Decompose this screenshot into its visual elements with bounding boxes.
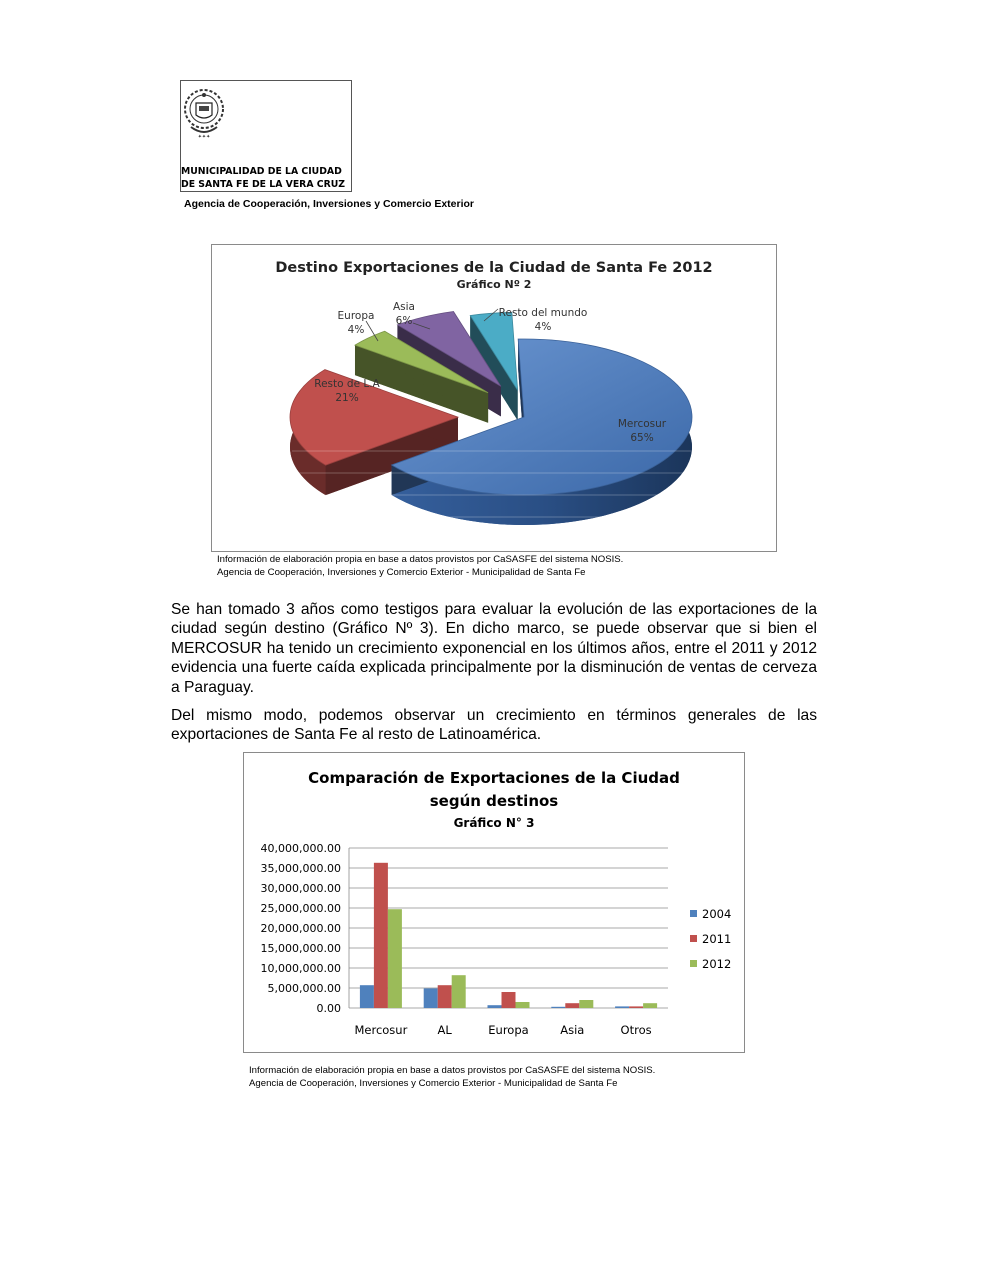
bar-x-label: Mercosur: [354, 1023, 408, 1037]
bar-2011-mercosur: [374, 863, 388, 1008]
bar-x-labels: [354, 1023, 651, 1037]
bar-chart-export-comparison: [243, 752, 745, 1053]
legend-swatch-2011: [690, 935, 697, 942]
bar-2004-otros: [615, 1006, 629, 1008]
pie-chart-subtitle: Gráfico Nº 2: [456, 278, 532, 291]
bar-x-label: Asia: [560, 1023, 585, 1037]
bar-y-tick-label: 15,000,000.00: [260, 942, 341, 955]
bar-y-tick-label: 0.00: [316, 1002, 341, 1015]
chart2-source-line1: Información de elaboración propia en base a datos provistos por CaSASFE del sistema NOSIS.: [249, 1065, 656, 1076]
pie-label-name: Resto de L.A: [314, 378, 380, 390]
pie-label-name: Resto del mundo: [498, 307, 588, 319]
bar-legend: [690, 907, 731, 971]
chart2-source-line2: Agencia de Cooperación, Inversiones y Comercio Exterior - Municipalidad de Santa Fe: [249, 1078, 618, 1089]
bar-y-tick-label: 10,000,000.00: [260, 962, 341, 975]
bar-bars: [360, 863, 657, 1008]
chart2-source-note: [249, 1064, 655, 1090]
bar-y-tick-label: 35,000,000.00: [260, 862, 341, 875]
bar-2011-europa: [502, 992, 516, 1008]
bar-x-label: Otros: [620, 1023, 652, 1037]
bar-2012-otros: [643, 1003, 657, 1008]
chart1-source-line2: Agencia de Cooperación, Inversiones y Comercio Exterior - Municipalidad de Santa Fe: [217, 567, 586, 578]
bar-x-label: AL: [437, 1023, 452, 1037]
agency-name: Agencia de Cooperación, Inversiones y Comercio Exterior: [184, 198, 475, 210]
chart1-source-note: [217, 553, 623, 579]
pie-label-name: Asia: [392, 301, 416, 313]
bar-2012-al: [452, 975, 466, 1008]
legend-label-2004: 2004: [702, 907, 732, 921]
bar-x-label: Europa: [488, 1023, 529, 1037]
svg-text:✦✦✦: ✦✦✦: [197, 134, 211, 140]
pie-label-name: Europa: [337, 310, 375, 322]
bar-2004-al: [424, 988, 438, 1008]
bar-2004-asia: [551, 1007, 565, 1008]
bar-2011-asia: [565, 1003, 579, 1008]
legend-label-2012: 2012: [702, 957, 732, 971]
bar-y-tick-label: 20,000,000.00: [260, 922, 341, 935]
bar-2004-europa: [488, 1005, 502, 1008]
bar-y-tick-label: 25,000,000.00: [260, 902, 341, 915]
legend-swatch-2004: [690, 910, 697, 917]
bar-y-tick-label: 5,000,000.00: [267, 982, 341, 995]
bar-chart-title-line1: Comparación de Exportaciones de la Ciudad: [308, 769, 680, 787]
municipal-seal-icon: [183, 85, 225, 141]
pie-label-value: 65%: [630, 432, 654, 444]
chart1-source-line1: Información de elaboración propia en base a datos provistos por CaSASFE del sistema NOSIS.: [217, 554, 624, 565]
bar-chart-subtitle: Gráfico N° 3: [453, 816, 535, 830]
bar-2004-mercosur: [360, 985, 374, 1008]
pie-label-name: Mercosur: [617, 418, 667, 430]
municipality-name-line1: MUNICIPALIDAD DE LA CIUDAD: [181, 166, 342, 177]
paragraph-evolution: Se han tomado 3 años como testigos para evaluar la evolución de las exportaciones de la ciudad según destino (Gráfico Nº 3). En dicho marco, se puede observar que si bien el MERCOSUR ha tenido un crecimiento exponencial en los últimos años, entre el 2011 y 2012 evidencia una fuerte caída explicada principalmente por la disminución de ventas de cerveza a Paraguay.: [171, 601, 817, 696]
bar-2011-otros: [629, 1006, 643, 1008]
bar-2012-asia: [579, 1000, 593, 1008]
bar-y-tick-label: 40,000,000.00: [260, 842, 341, 855]
municipality-name-line2: DE SANTA FE DE LA VERA CRUZ: [181, 179, 346, 190]
pie-label-value: 4%: [534, 321, 552, 333]
municipality-name: [181, 165, 345, 191]
pie-chart-svg: [212, 245, 776, 551]
bar-chart-title-line2: según destinos: [429, 792, 559, 810]
municipality-logo-box: [180, 80, 352, 192]
paragraph-latam-growth: Del mismo modo, podemos observar un crecimiento en términos generales de las exportaciones de Santa Fe al resto de Latinoamérica.: [171, 707, 817, 744]
bar-2012-europa: [516, 1002, 530, 1008]
pie-label-value: 4%: [347, 324, 365, 336]
pie-chart-title: Destino Exportaciones de la Ciudad de Santa Fe 2012: [275, 260, 713, 276]
pie-label-value: 6%: [395, 315, 413, 327]
pie-chart-export-destinations: [211, 244, 777, 552]
bar-2011-al: [438, 985, 452, 1008]
bar-2012-mercosur: [388, 909, 402, 1008]
pie-label-value: 21%: [335, 392, 359, 404]
bar-y-tick-label: 30,000,000.00: [260, 882, 341, 895]
legend-swatch-2012: [690, 960, 697, 967]
bar-chart-svg: [244, 753, 744, 1052]
legend-label-2011: 2011: [702, 932, 732, 946]
